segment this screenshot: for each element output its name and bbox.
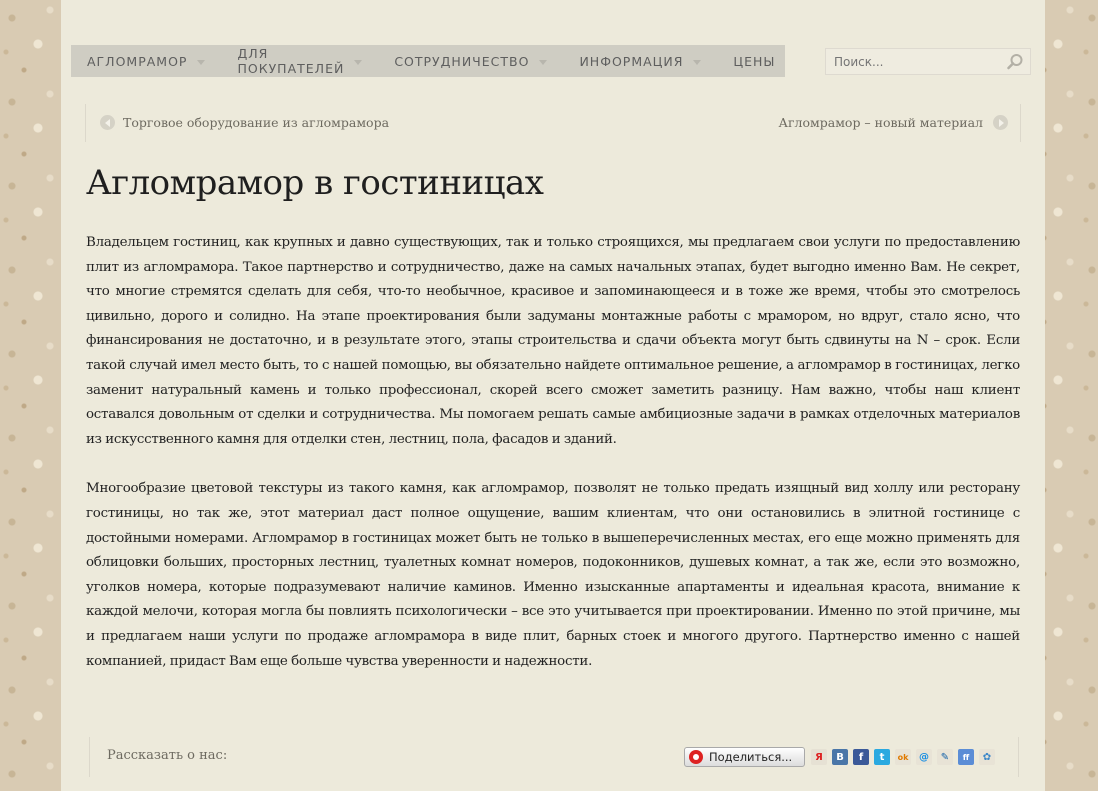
- share-label: Рассказать о нас:: [107, 748, 228, 763]
- chevron-down-icon: [539, 60, 547, 65]
- search-icon[interactable]: [1006, 53, 1024, 71]
- next-post-link[interactable]: [779, 115, 1008, 130]
- search-input[interactable]: [826, 49, 1001, 74]
- article-paragraph: Многообразие цветовой текстуры из такого камня, как агломрамор, позволят не только предать изящный вид холлу или ресторану гостиницы, но так же, этот материал даст полное ощущение, вашим клиентам, что они остановились в элитной гостинице с достойными номерами. Агломрамор в гостиницах может быть не только в вышеперечисленных местах, его еще можно применять для облицовки больших, просторных лестниц, туалетных комнат номеров, подоконников, душевых комнат, а так же, если это возможно, уголков номера, которые подразумевают наличие каминов. Именно изысканные апартаменты и идеальная красота, внимание к каждой мелочи, которая могла бы повлиять психологически – все это учитывается при проектировании. Именно по этой причине, мы и предлагаем наши услуги по продаже агломрамора в виде плит, барных стоек и многого другого. Партнерство именно с нашей компанией, придаст Вам еще больше чувства уверенности и надежности.: [86, 481, 1020, 669]
- article-paragraph: Владельцем гостиниц, как крупных и давно существующих, так и только строящихся, мы предлагаем свои услуги по предоставлению плит из агломрамора. Такое партнерство и сотрудничество, даже на самых начальных этапах, будет выгодно именно Вам. Не секрет, что многие стремятся сделать для себя, что-то необычное, красивое и запоминающееся и в тоже же время, чтобы это смотрелось цивильно, дорого и солидно. На этапе проектирования были задуманы монтажные работы с мрамором, но вдруг, стало ясно, что финансирования не достаточно, и в результате этого, этапы строительства и сдачи объекта могут быть сдвинуты на N – срок. Если такой случай имел место быть, то с нашей помощью, вы обязательно найдете оптимальное решение, а агломрамор в гостиницах, легко заменит натуральный камень и только профессионал, скорей всего сможет заметить разницу. Нам важно, чтобы наш клиент оставался довольным от сделки и сотрудничества. Мы помогаем решать самые амбициозные задачи в рамках отделочных материалов из искусственного камня для отделки стен, лестниц, пола, фасадов и зданий.: [86, 235, 1020, 447]
- livejournal-icon[interactable]: ✎: [937, 749, 953, 765]
- previous-post-label: Торговое оборудование из агломрамора: [123, 115, 390, 130]
- next-post-label: Агломрамор – новый материал: [778, 115, 983, 130]
- main-menu: [71, 45, 785, 77]
- facebook-icon[interactable]: f: [853, 749, 869, 765]
- nav-item-label: СОТРУДНИЧЕСТВО: [394, 53, 530, 69]
- nav-item-label: ДЛЯ ПОКУПАТЕЛЕЙ: [237, 46, 345, 76]
- nav-item-prices[interactable]: [717, 45, 791, 77]
- mail-ru-icon[interactable]: @: [916, 749, 932, 765]
- vkontakte-icon[interactable]: В: [832, 749, 848, 765]
- arrow-right-icon: [993, 115, 1008, 130]
- odnoklassniki-icon[interactable]: ok: [895, 749, 911, 765]
- arrow-left-icon: [100, 115, 115, 130]
- yandex-share-icon: [689, 750, 703, 764]
- twitter-icon[interactable]: t: [874, 749, 890, 765]
- chevron-down-icon: [197, 60, 205, 65]
- share-button[interactable]: [684, 747, 805, 767]
- nav-item-label: АГЛОМРАМОР: [87, 53, 188, 69]
- page-title: Агломрамор в гостиницах: [86, 163, 544, 203]
- page-container: [61, 0, 1045, 791]
- share-bar: [89, 737, 1019, 777]
- nav-item-information[interactable]: [563, 45, 717, 77]
- nav-item-cooperation[interactable]: [378, 45, 563, 77]
- yandex-icon[interactable]: Я: [811, 749, 827, 765]
- chevron-down-icon: [354, 60, 362, 65]
- previous-post-link[interactable]: [100, 115, 389, 130]
- share-button-label: Поделиться...: [709, 750, 793, 764]
- post-navigation: [85, 104, 1021, 142]
- chevron-down-icon: [693, 60, 701, 65]
- nav-item-label: ЦЕНЫ: [733, 53, 776, 69]
- nav-item-for-buyers[interactable]: [221, 45, 378, 77]
- search-box: [825, 48, 1031, 75]
- article-body: [86, 231, 1020, 674]
- nav-item-label: ИНФОРМАЦИЯ: [579, 53, 684, 69]
- friendfeed-icon[interactable]: ff: [958, 749, 974, 765]
- liveinternet-icon[interactable]: ✿: [979, 749, 995, 765]
- nav-item-aglomramor[interactable]: [71, 45, 221, 77]
